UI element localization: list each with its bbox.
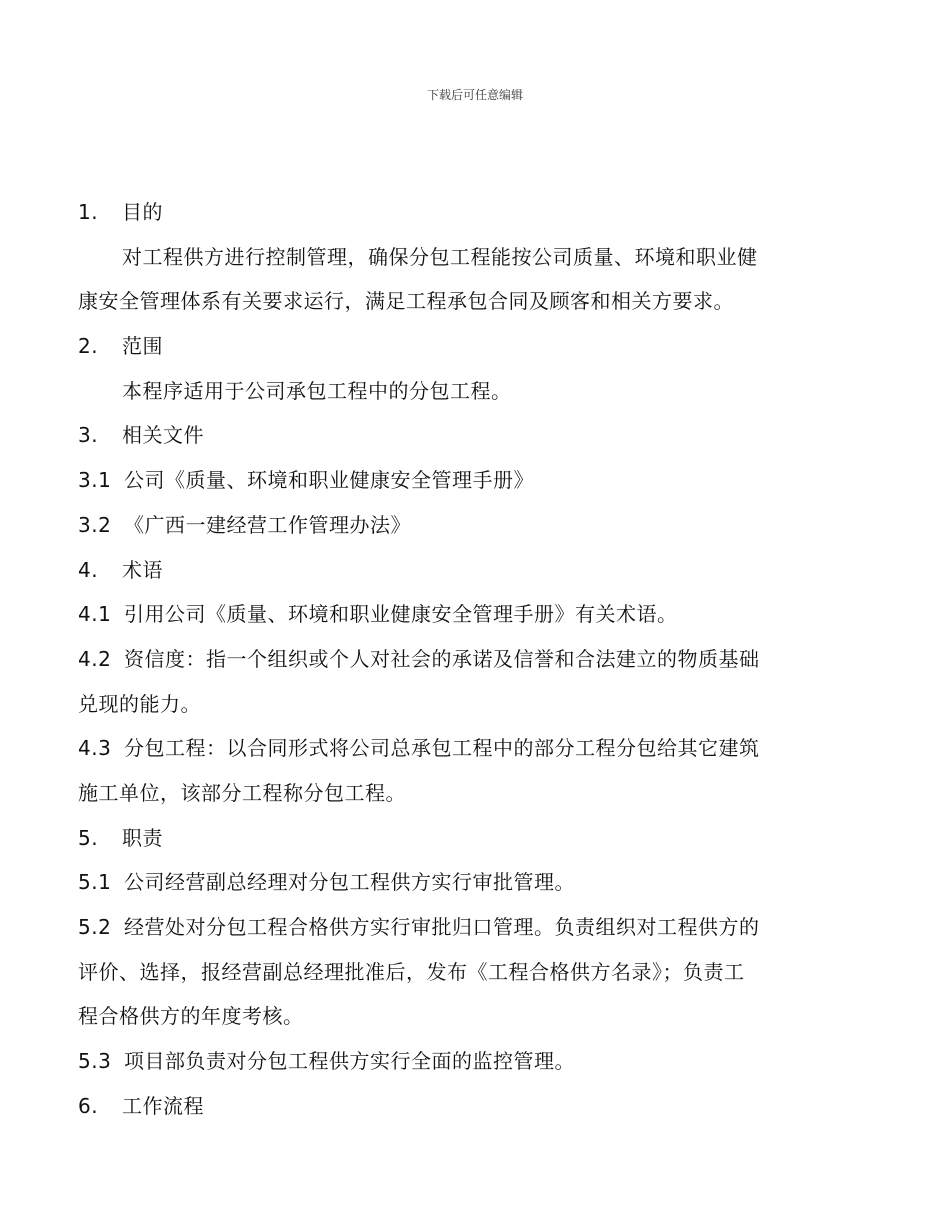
paragraph-line: 本程序适用于公司承包工程中的分包工程。 xyxy=(122,378,512,403)
section-heading-2 xyxy=(78,324,823,369)
section-number: 3. xyxy=(78,423,99,448)
paragraph-line: 对工程供方进行控制管理，确保分包工程能按公司质量、环境和职业健 xyxy=(122,244,758,269)
subsection-number: 5.1 xyxy=(78,870,112,895)
subsection-4-1 xyxy=(78,592,823,637)
subsection-text: 公司《质量、环境和职业健康安全管理手册》 xyxy=(124,468,534,493)
section-title: 职责 xyxy=(122,825,163,850)
paragraph-line: 评价、选择，报经营副总经理批准后，发布《工程合格供方名录》；负责工 xyxy=(78,959,745,984)
subsection-3-1 xyxy=(78,458,823,503)
subsection-number: 4.2 xyxy=(78,646,112,671)
subsection-number: 5.3 xyxy=(78,1049,112,1074)
document-body xyxy=(78,190,823,1128)
section-heading-4 xyxy=(78,548,823,593)
subsection-number: 3.1 xyxy=(78,468,112,493)
section-heading-1 xyxy=(78,190,823,235)
paragraph-line: 程合格供方的年度考核。 xyxy=(78,1004,304,1029)
paragraph-line: 康安全管理体系有关要求运行，满足工程承包合同及顾客和相关方要求。 xyxy=(78,289,734,314)
subsection-text: 分包工程：以合同形式将公司总承包工程中的部分工程分包给其它建筑 xyxy=(124,736,760,761)
section-number: 1. xyxy=(78,200,99,224)
section-heading-3 xyxy=(78,413,823,458)
section-title: 目的 xyxy=(122,200,163,224)
subsection-number: 5.2 xyxy=(78,915,112,939)
paragraph-line: 施工单位，该部分工程称分包工程。 xyxy=(78,780,406,805)
subsection-text: 经营处对分包工程合格供方实行审批归口管理。负责组织对工程供方的 xyxy=(124,915,760,939)
subsection-text: 项目部负责对分包工程供方实行全面的监控管理。 xyxy=(124,1049,575,1074)
subsection-text: 《广西一建经营工作管理办法》 xyxy=(124,512,411,537)
section-title: 工作流程 xyxy=(122,1093,204,1118)
subsection-text: 引用公司《质量、环境和职业健康安全管理手册》有关术语。 xyxy=(124,602,678,627)
subsection-5-1 xyxy=(78,860,823,905)
paragraph-line: 兑现的能力。 xyxy=(78,691,201,716)
subsection-text: 资信度：指一个组织或个人对社会的承诺及信誉和合法建立的物质基础 xyxy=(124,646,760,671)
subsection-4-3 xyxy=(78,726,823,771)
subsection-5-3 xyxy=(78,1039,823,1084)
section-title: 范围 xyxy=(122,334,163,359)
section-heading-6 xyxy=(78,1084,823,1129)
subsection-5-2 xyxy=(78,905,823,950)
subsection-3-2 xyxy=(78,503,823,548)
section-title: 相关文件 xyxy=(122,423,204,448)
subsection-text: 公司经营副总经理对分包工程供方实行审批管理。 xyxy=(124,870,575,895)
header-note: 下载后可任意编辑 xyxy=(426,88,523,102)
section-heading-5 xyxy=(78,816,823,861)
section-title: 术语 xyxy=(122,557,163,582)
section-number: 5. xyxy=(78,825,99,850)
subsection-number: 4.3 xyxy=(78,736,112,761)
section-number: 4. xyxy=(78,557,99,582)
section-number: 6. xyxy=(78,1093,99,1118)
subsection-4-2 xyxy=(78,637,823,682)
subsection-number: 4.1 xyxy=(78,602,112,627)
section-number: 2. xyxy=(78,334,99,359)
subsection-number: 3.2 xyxy=(78,512,112,537)
